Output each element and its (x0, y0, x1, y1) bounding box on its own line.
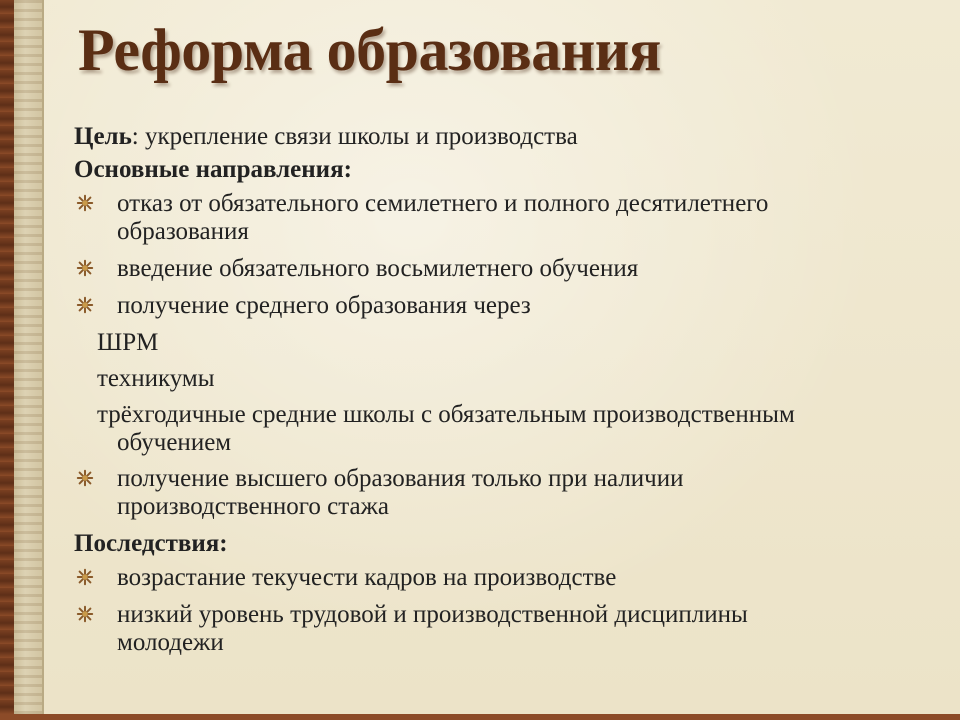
list-item-text: низкий уровень трудовой и производственной дисциплины (117, 601, 748, 628)
star-bullet-icon (76, 296, 94, 314)
left-decorative-border (14, 0, 44, 720)
sub-item (74, 365, 954, 393)
list-item-text: получение высшего образования только при наличии (117, 465, 684, 492)
list-item-text: отказ от обязательного семилетнего и полного десятилетнего (117, 190, 769, 217)
bottom-decorative-strip (0, 714, 960, 720)
goal-separator: : (131, 123, 139, 150)
goal-text: укрепление связи школы и производства (138, 123, 578, 150)
list-item-text: производственного стажа (117, 493, 389, 520)
list-item (74, 601, 954, 657)
goal-label: Цель (74, 123, 132, 150)
star-bullet-icon (76, 568, 94, 586)
list-item-text: введение обязательного восьмилетнего обучения (117, 255, 639, 282)
sub-item (74, 401, 954, 457)
sub-item-text: ШРМ (97, 329, 159, 356)
list-item (74, 465, 954, 521)
star-bullet-icon (76, 259, 94, 277)
star-bullet-icon (76, 605, 94, 623)
sub-item-text: техникумы (97, 365, 215, 392)
sub-item-text: трёхгодичные средние школы с обязательным производственным (97, 401, 795, 428)
list-item (74, 292, 954, 320)
consequences-heading: Последствия: (74, 530, 228, 557)
list-item-text: образования (117, 218, 249, 245)
slide-title: Реформа образования (78, 17, 661, 83)
goal-line (74, 123, 954, 151)
slide (44, 0, 960, 714)
sub-item (74, 329, 954, 357)
list-item (74, 190, 954, 246)
directions-heading: Основные направления: (74, 156, 352, 183)
left-decorative-strip (0, 0, 14, 720)
list-item-text: молодежи (117, 629, 224, 656)
list-item (74, 564, 954, 592)
list-item-text: возрастание текучести кадров на производстве (117, 564, 617, 591)
slide-content (74, 123, 954, 666)
list-item-text: получение среднего образования через (117, 292, 531, 319)
list-item (74, 255, 954, 283)
star-bullet-icon (76, 194, 94, 212)
star-bullet-icon (76, 469, 94, 487)
sub-item-text: обучением (117, 429, 232, 456)
